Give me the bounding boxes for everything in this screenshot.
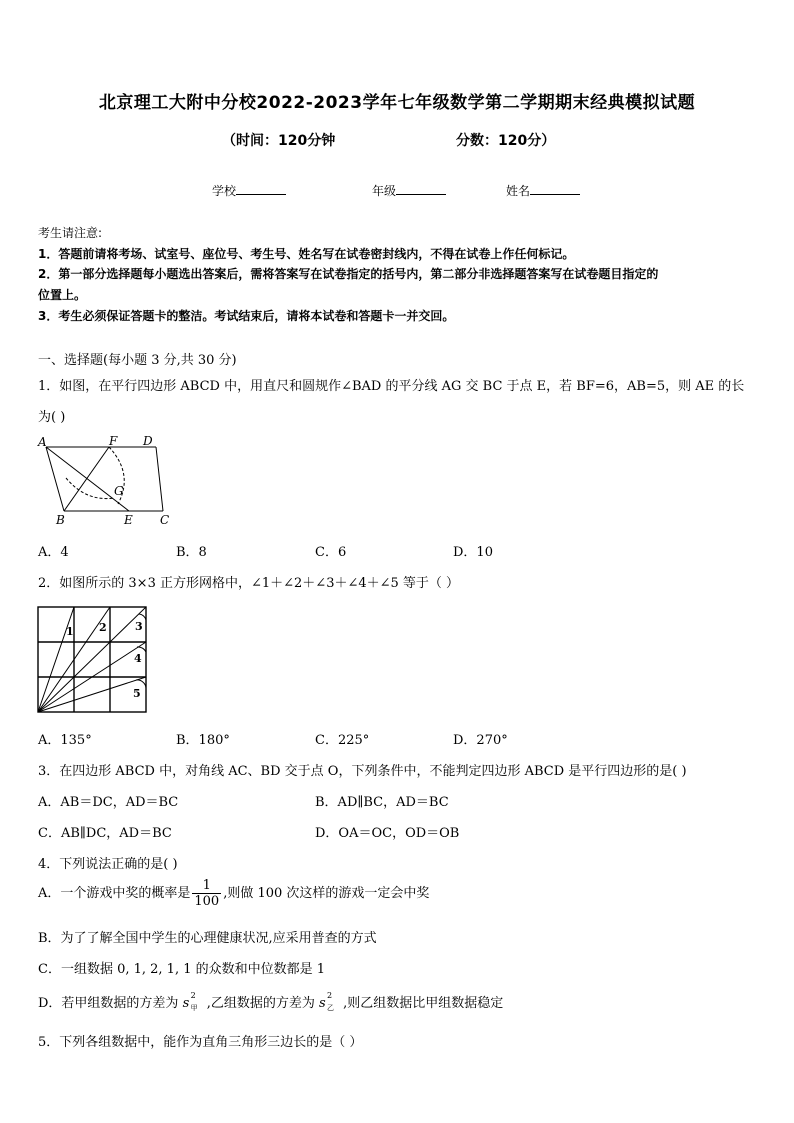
total-score: 分数：120分） <box>456 133 556 149</box>
notice-item-2: 2．第一部分选择题每小题选出答案后，需将答案写在试卷指定的括号内，第二部分非选择题答案写在试卷题目指定的 <box>38 267 659 281</box>
label-e: E <box>124 513 133 527</box>
ray-1 <box>38 607 74 712</box>
q3-option-a[interactable]: A．AB＝DC，AD＝BC <box>38 795 179 810</box>
angle-label-1: 1 <box>66 625 74 638</box>
angle-label-4: 4 <box>134 652 142 665</box>
fraction-numerator: 1 <box>192 878 221 894</box>
page-title: 北京理工大附中分校2022-2023学年七年级数学第二学期期末经典模拟试题 <box>98 93 696 113</box>
q3-option-c[interactable]: C．AB∥DC，AD＝BC <box>38 826 172 841</box>
superscript-2: 2 <box>327 991 333 1000</box>
school-field <box>212 182 286 199</box>
q2-stem: 2．如图所示的 3×3 正方形网格中，∠1＋∠2＋∠3＋∠4＋∠5 等于（ ） <box>38 576 460 591</box>
q1-option-d[interactable]: D．10 <box>453 545 493 560</box>
q1-option-c[interactable]: C．6 <box>315 545 347 560</box>
q1-stem: 1．如图，在平行四边形 ABCD 中，用直尺和圆规作∠BAD 的平分线 AG 交 BC 于点 E，若 BF=6，AB=5，则 AE 的长 <box>38 379 745 394</box>
subscript-yi: 乙 <box>327 1004 334 1012</box>
q1-parallelogram-figure <box>36 434 186 528</box>
variance-jia <box>182 991 203 1012</box>
name-label: 姓名 <box>506 184 531 198</box>
label-b: B <box>56 513 65 527</box>
q1-stem-cont: 为( ) <box>38 410 66 425</box>
q4-option-a-pre: A．一个游戏中奖的概率是 <box>38 886 191 901</box>
q5-stem: 5．下列各组数据中，能作为直角三角形三边长的是（ ） <box>38 1035 363 1050</box>
label-d: D <box>143 434 153 448</box>
q4-option-b[interactable]: B．为了了解全国中学生的心理健康状况,应采用普查的方式 <box>38 931 377 946</box>
notice-item-1: 1．答题前请将考场、试室号、座位号、考生号、姓名写在试卷密封线内，不得在试卷上作任何标记。 <box>38 247 575 261</box>
school-blank[interactable] <box>236 182 286 195</box>
q2-option-d[interactable]: D．270° <box>453 733 508 748</box>
side-ab <box>46 447 64 511</box>
q4-option-c[interactable]: C．一组数据 0, 1, 2, 1, 1 的众数和中位数都是 1 <box>38 962 326 977</box>
name-field <box>506 182 580 199</box>
notice-item-3: 3．考生必须保证答题卡的整洁。考试结束后，请将本试卷和答题卡一并交回。 <box>38 309 455 323</box>
angle-label-3: 3 <box>135 620 143 633</box>
q4-option-a[interactable] <box>38 878 429 909</box>
q2-option-a[interactable]: A．135° <box>38 733 92 748</box>
grade-label: 年级 <box>372 184 397 198</box>
q4-option-d-pre: D．若甲组数据的方差为 <box>38 996 179 1011</box>
q4-option-d-mid: ,乙组数据的方差为 <box>206 996 315 1011</box>
s-symbol-2: s <box>319 996 326 1011</box>
q4-option-d[interactable] <box>38 992 503 1011</box>
section-heading: 一、选择题(每小题 3 分,共 30 分) <box>38 353 237 368</box>
q3-stem: 3．在四边形 ABCD 中，对角线 AC、BD 交于点 O，下列条件中，不能判定四边形 ABCD 是平行四边形的是( ) <box>38 764 687 779</box>
name-blank[interactable] <box>530 182 580 195</box>
time-limit: （时间：120分钟 <box>222 133 336 149</box>
angle-label-2: 2 <box>99 621 107 634</box>
q4-option-d-post: ,则乙组数据比甲组数据稳定 <box>343 996 504 1011</box>
subscript-jia: 甲 <box>190 1004 198 1012</box>
school-label: 学校 <box>212 184 237 198</box>
angle-label-5: 5 <box>133 687 141 700</box>
q4-option-a-post: ,则做 100 次这样的游戏一定会中奖 <box>223 886 430 901</box>
q2-grid-figure <box>36 604 152 716</box>
side-dc <box>156 447 163 511</box>
ray-5 <box>38 677 146 712</box>
q2-option-b[interactable]: B．180° <box>176 733 230 748</box>
s-symbol: s <box>182 996 190 1011</box>
variance-yi <box>319 991 339 1012</box>
notice-item-2-cont: 位置上。 <box>38 288 87 302</box>
label-c: C <box>160 513 170 527</box>
superscript: 2 <box>190 991 196 1000</box>
fraction-denominator: 100 <box>194 894 220 909</box>
label-a: A <box>38 435 47 449</box>
notice-heading: 考生请注意: <box>38 226 103 240</box>
q2-option-c[interactable]: C．225° <box>315 733 370 748</box>
q1-option-b[interactable]: B．8 <box>176 545 207 560</box>
segment-bf <box>64 447 109 511</box>
label-f: F <box>109 434 118 448</box>
grade-field <box>372 182 446 199</box>
label-g: G <box>114 484 124 498</box>
q3-option-b[interactable]: B．AD∥BC，AD＝BC <box>315 795 449 810</box>
q1-option-a[interactable]: A．4 <box>38 545 69 560</box>
q4-stem: 4．下列说法正确的是( ) <box>38 857 178 872</box>
ray-3 <box>38 607 146 712</box>
grade-blank[interactable] <box>396 182 446 195</box>
fraction <box>192 878 221 909</box>
q3-option-d[interactable]: D．OA＝OC，OD＝OB <box>315 826 460 841</box>
